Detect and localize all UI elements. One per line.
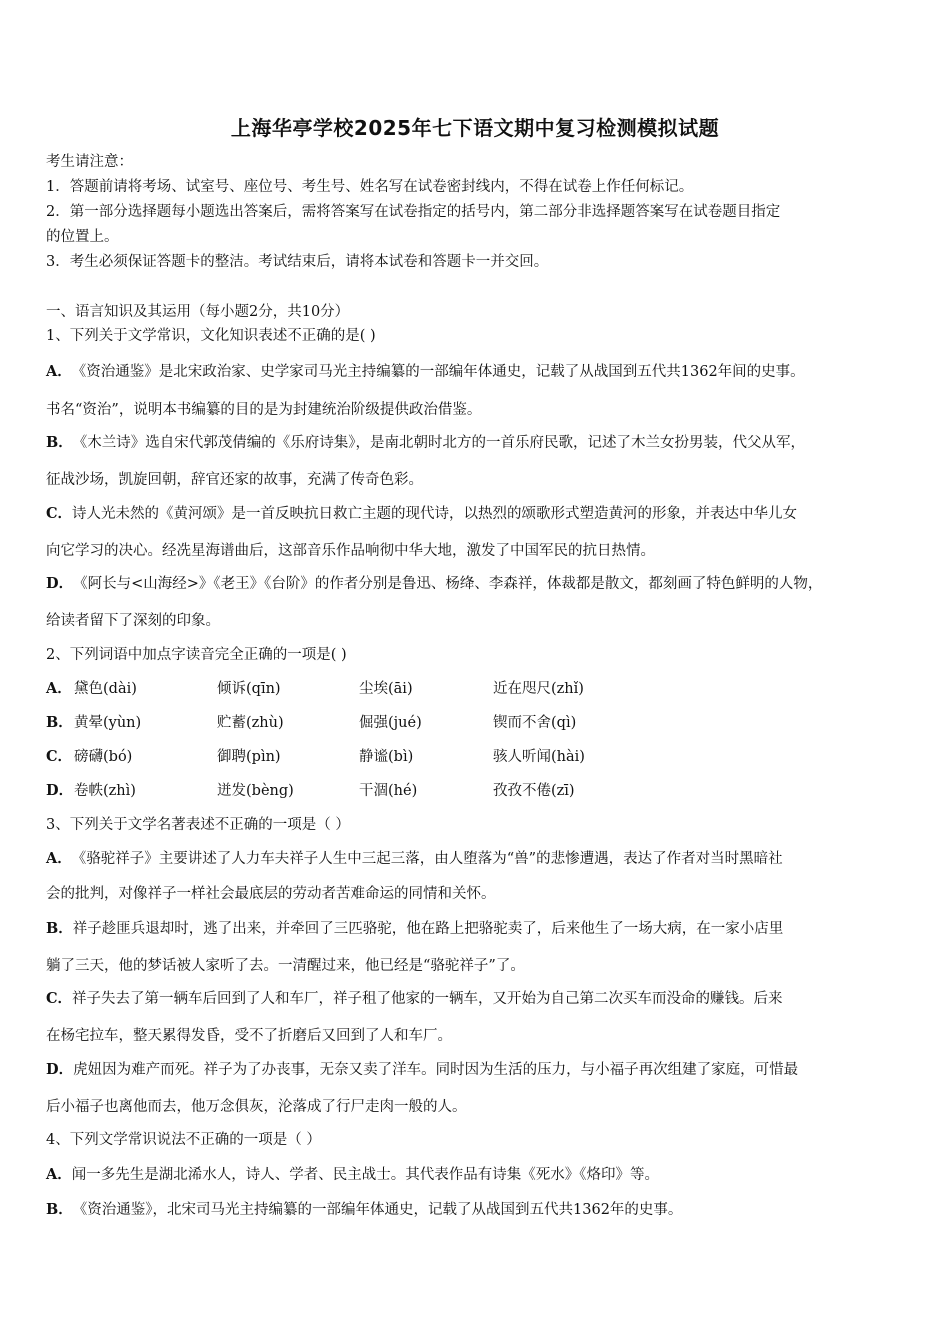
option-c-cont: 向它学习的决心。经冼星海谱曲后，这部音乐作品响彻中华大地，激发了中国军民的抗日热情。 [46, 543, 655, 559]
option-label: C． [46, 748, 73, 765]
notice-item: 2．第一部分选择题每小题选出答案后，需将答案写在试卷指定的括号内，第二部分非选择题答案写在试卷题目指定 [46, 204, 781, 220]
page-title: 上海华亭学校2025年七下语文期中复习检测模拟试题 [230, 116, 720, 140]
question-stem: 2、下列词语中加点字读音完全正确的一项是( ) [46, 647, 347, 663]
question-stem: 3、下列关于文学名著表述不正确的一项是（ ） [46, 817, 350, 833]
option-a-cont: 书名“资治”，说明本书编纂的目的是为封建统治阶级提供政治借鉴。 [46, 402, 482, 418]
word-item: 黄晕(yùn) [74, 715, 142, 731]
option-label: B． [46, 434, 73, 451]
notice-item: 3．考生必须保证答题卡的整洁。考试结束后，请将本试卷和答题卡一并交回。 [46, 254, 549, 270]
section-heading: 一、语言知识及其运用（每小题2分，共10分） [46, 304, 350, 320]
question-stem: 4、下列文学常识说法不正确的一项是（ ） [46, 1132, 321, 1148]
option-label: A． [46, 1166, 72, 1183]
option-text: 《阿长与<山海经>》《老王》《台阶》的作者分别是鲁迅、杨绛、李森祥，体裁都是散文，都刻画了特色鲜明的人物， [73, 576, 823, 592]
option-text: 《骆驼祥子》主要讲述了人力车夫祥子人生中三起三落，由人堕落为“兽”的悲惨遭遇，表达了作者对当时黑暗社 [71, 851, 783, 867]
word-item: 倾诉(qīn) [217, 681, 281, 697]
option-label: D． [46, 782, 74, 799]
word-item: 贮蓄(zhù) [217, 715, 284, 731]
option-text: 虎妞因为难产而死。祥子为了办丧事，无奈又卖了洋车。同时因为生活的压力，与小福子再次组建了家庭，可惜最 [73, 1062, 799, 1078]
option-label: B． [46, 1201, 73, 1218]
word-item: 卷帙(zhì) [74, 783, 136, 799]
option-b-cont: 征战沙场，凯旋回朝，辞官还家的故事，充满了传奇色彩。 [46, 472, 423, 488]
option-d [46, 574, 908, 594]
option-label: D． [46, 1061, 74, 1078]
option-b [46, 1200, 908, 1220]
word-item: 孜孜不倦(zī) [493, 783, 575, 799]
option-a [46, 362, 908, 382]
word-item: 御聘(pìn) [217, 749, 281, 765]
option-d-cont: 给读者留下了深刻的印象。 [46, 613, 220, 629]
option-label: B． [46, 714, 73, 731]
word-item: 磅礴(bó) [74, 749, 133, 765]
option-text: 《资治通鉴》，北宋司马光主持编纂的一部编年体通史，记载了从战国到五代共1362年的史事。 [72, 1202, 683, 1218]
word-item: 干涸(hé) [359, 783, 418, 799]
option-label: C． [46, 990, 73, 1007]
option-b [46, 919, 908, 939]
word-item: 骇人听闻(hài) [493, 749, 585, 765]
option-a [46, 1165, 908, 1185]
option-label: C． [46, 505, 73, 522]
word-item: 静谧(bì) [359, 749, 414, 765]
option-d-cont: 后小福子也离他而去，他万念俱灰，沦落成了行尸走肉一般的人。 [46, 1099, 467, 1115]
option-text: 诗人光未然的《黄河颂》是一首反映抗日救亡主题的现代诗，以热烈的颂歌形式塑造黄河的形象，并表达中华儿女 [72, 506, 798, 522]
option-b [46, 433, 908, 453]
option-d [46, 1060, 908, 1080]
option-label: A． [46, 363, 72, 380]
option-c [46, 989, 908, 1009]
word-item: 迸发(bèng) [217, 783, 294, 799]
option-label: A． [46, 680, 72, 697]
option-a [46, 849, 908, 869]
option-text: 祥子趁匪兵退却时，逃了出来，并牵回了三匹骆驼，他在路上把骆驼卖了，后来他生了一场大病，在一家小店里 [72, 921, 784, 937]
option-b-cont: 躺了三天，他的梦话被人家听了去。一清醒过来，他已经是“骆驼祥子”了。 [46, 958, 525, 974]
option-text: 闻一多先生是湖北浠水人，诗人、学者、民主战士。其代表作品有诗集《死水》《烙印》等。 [71, 1167, 660, 1183]
word-item: 锲而不舍(qì) [493, 715, 577, 731]
notice-item: 1．答题前请将考场、试室号、座位号、考生号、姓名写在试卷密封线内，不得在试卷上作任何标记。 [46, 179, 694, 195]
option-text: 《资治通鉴》是北宋政治家、史学家司马光主持编纂的一部编年体通史，记载了从战国到五代共1362年间的史事。 [71, 364, 805, 380]
option-c [46, 504, 908, 524]
word-item: 近在咫尺(zhǐ) [493, 681, 584, 697]
option-text: 祥子失去了第一辆车后回到了人和车厂，祥子租了他家的一辆车，又开始为自己第二次买车而没命的赚钱。后来 [72, 991, 783, 1007]
notice-item: 的位置上。 [46, 229, 119, 245]
option-label: A． [46, 850, 72, 867]
option-label: B． [46, 920, 73, 937]
notice-heading: 考生请注意： [46, 154, 133, 170]
word-item: 倔强(jué) [359, 715, 422, 731]
question-stem: 1、下列关于文学常识，文化知识表述不正确的是( ) [46, 328, 376, 344]
word-item: 黛色(dài) [74, 681, 137, 697]
option-label: D． [46, 575, 74, 592]
option-a-cont: 会的批判，对像祥子一样社会最底层的劳动者苦难命运的同情和关怀。 [46, 886, 496, 902]
word-item: 尘埃(āi) [359, 681, 413, 697]
option-text: 《木兰诗》选自宋代郭茂倩编的《乐府诗集》，是南北朝时北方的一首乐府民歌，记述了木兰女扮男装，代父从军， [72, 435, 806, 451]
option-c-cont: 在杨宅拉车，整天累得发昏，受不了折磨后又回到了人和车厂。 [46, 1028, 452, 1044]
